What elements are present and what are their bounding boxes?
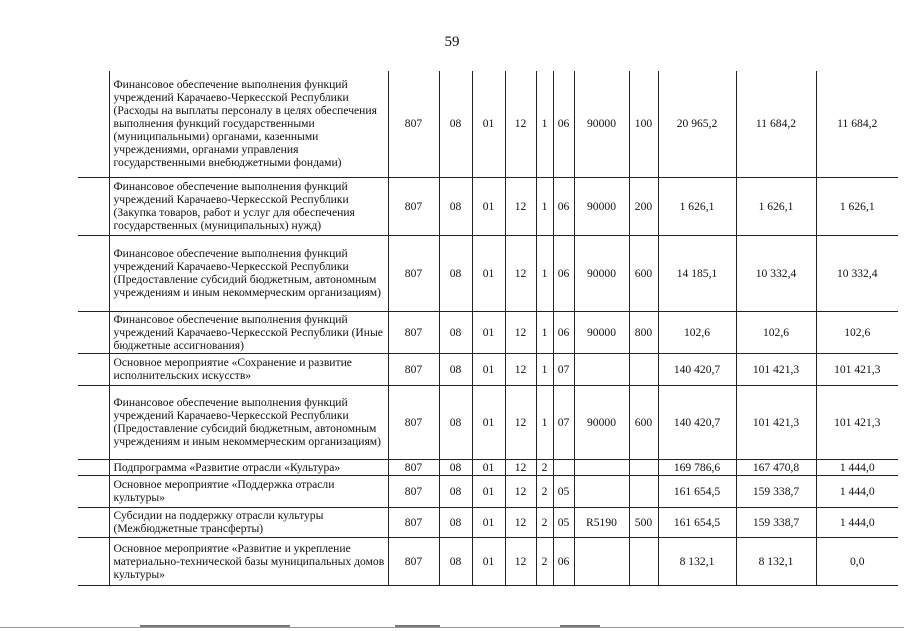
section-code-cell: 08 [439,385,472,459]
table-row [78,235,898,311]
amount-year-3-cell: 102,6 [816,311,898,353]
program-code-cell: 12 [505,385,536,459]
section-code-cell: 08 [439,71,472,177]
amount-year-1-cell: 1 626,1 [658,177,736,235]
expense-type-code-cell [629,537,658,585]
row-number-cell [78,537,109,585]
subsection-code-cell: 01 [472,507,505,537]
table-row [78,177,898,235]
direction-code-cell [574,475,629,507]
expense-type-code-cell: 200 [629,177,658,235]
row-number-cell [78,459,109,475]
item-name-cell: Основное мероприятие «Сохранение и развитие исполнительских искусств» [109,353,388,385]
amount-year-2-cell: 1 626,1 [736,177,816,235]
subprogram-code-cell: 2 [536,507,553,537]
event-code-cell: 06 [553,235,574,311]
ministry-code-cell: 807 [388,537,439,585]
direction-code-cell: 90000 [574,311,629,353]
item-name-cell: Финансовое обеспечение выполнения функций учреждений Карачаево-Черкесской Республики (Закупка товаров, работ и услуг для обеспечения государственных (муниципальных) нужд) [109,177,388,235]
subprogram-code-cell: 1 [536,353,553,385]
amount-year-1-cell: 20 965,2 [658,71,736,177]
direction-code-cell [574,353,629,385]
program-code-cell: 12 [505,507,536,537]
subsection-code-cell: 01 [472,385,505,459]
ministry-code-cell: 807 [388,475,439,507]
amount-year-1-cell: 8 132,1 [658,537,736,585]
scan-edge-mark [560,625,600,627]
item-name-cell: Субсидии на поддержку отрасли культуры (Межбюджетные трансферты) [109,507,388,537]
subprogram-code-cell: 2 [536,475,553,507]
ministry-code-cell: 807 [388,353,439,385]
amount-year-2-cell: 101 421,3 [736,385,816,459]
section-code-cell: 08 [439,475,472,507]
amount-year-2-cell: 159 338,7 [736,475,816,507]
subprogram-code-cell: 1 [536,235,553,311]
amount-year-3-cell: 1 444,0 [816,475,898,507]
table-row [78,311,898,353]
program-code-cell: 12 [505,311,536,353]
direction-code-cell: 90000 [574,235,629,311]
subprogram-code-cell: 1 [536,385,553,459]
subsection-code-cell: 01 [472,177,505,235]
expense-type-code-cell: 600 [629,235,658,311]
subsection-code-cell: 01 [472,311,505,353]
section-code-cell: 08 [439,537,472,585]
row-number-cell [78,475,109,507]
program-code-cell: 12 [505,537,536,585]
event-code-cell: 06 [553,311,574,353]
ministry-code-cell: 807 [388,311,439,353]
program-code-cell: 12 [505,459,536,475]
scan-edge-line [0,627,904,628]
event-code-cell: 07 [553,353,574,385]
amount-year-2-cell: 11 684,2 [736,71,816,177]
ministry-code-cell: 807 [388,235,439,311]
event-code-cell [553,459,574,475]
subsection-code-cell: 01 [472,475,505,507]
ministry-code-cell: 807 [388,459,439,475]
direction-code-cell [574,459,629,475]
item-name-cell: Основное мероприятие «Развитие и укрепление материально-технической базы муниципальных домов культуры» [109,537,388,585]
table-row [78,537,898,585]
row-number-cell [78,353,109,385]
row-number-cell [78,235,109,311]
expense-type-code-cell [629,475,658,507]
subsection-code-cell: 01 [472,459,505,475]
amount-year-1-cell: 161 654,5 [658,475,736,507]
row-number-cell [78,311,109,353]
event-code-cell: 05 [553,507,574,537]
amount-year-2-cell: 167 470,8 [736,459,816,475]
row-number-cell [78,177,109,235]
event-code-cell: 06 [553,537,574,585]
page-number: 59 [444,34,460,50]
amount-year-3-cell: 11 684,2 [816,71,898,177]
expense-type-code-cell: 800 [629,311,658,353]
table-row [78,71,898,177]
expense-type-code-cell: 100 [629,71,658,177]
event-code-cell: 07 [553,385,574,459]
program-code-cell: 12 [505,353,536,385]
subprogram-code-cell: 1 [536,311,553,353]
section-code-cell: 08 [439,177,472,235]
amount-year-2-cell: 102,6 [736,311,816,353]
amount-year-3-cell: 1 444,0 [816,459,898,475]
budget-table [78,71,898,586]
item-name-cell: Подпрограмма «Развитие отрасли «Культура» [109,459,388,475]
direction-code-cell: 90000 [574,385,629,459]
subsection-code-cell: 01 [472,235,505,311]
section-code-cell: 08 [439,459,472,475]
amount-year-3-cell: 101 421,3 [816,385,898,459]
scan-edge-mark [140,625,290,627]
table-row [78,459,898,475]
amount-year-3-cell: 10 332,4 [816,235,898,311]
amount-year-3-cell: 101 421,3 [816,353,898,385]
amount-year-1-cell: 14 185,1 [658,235,736,311]
amount-year-3-cell: 0,0 [816,537,898,585]
row-number-cell [78,71,109,177]
amount-year-1-cell: 161 654,5 [658,507,736,537]
program-code-cell: 12 [505,177,536,235]
subsection-code-cell: 01 [472,71,505,177]
program-code-cell: 12 [505,235,536,311]
subprogram-code-cell: 2 [536,459,553,475]
amount-year-3-cell: 1 444,0 [816,507,898,537]
expense-type-code-cell: 600 [629,385,658,459]
ministry-code-cell: 807 [388,71,439,177]
amount-year-1-cell: 140 420,7 [658,353,736,385]
row-number-cell [78,507,109,537]
ministry-code-cell: 807 [388,177,439,235]
event-code-cell: 06 [553,177,574,235]
section-code-cell: 08 [439,311,472,353]
amount-year-2-cell: 8 132,1 [736,537,816,585]
item-name-cell: Финансовое обеспечение выполнения функций учреждений Карачаево-Черкесской Республики (Иные бюджетные ассигнования) [109,311,388,353]
direction-code-cell [574,537,629,585]
amount-year-2-cell: 159 338,7 [736,507,816,537]
amount-year-3-cell: 1 626,1 [816,177,898,235]
event-code-cell: 06 [553,71,574,177]
subprogram-code-cell: 2 [536,537,553,585]
event-code-cell: 05 [553,475,574,507]
section-code-cell: 08 [439,353,472,385]
amount-year-1-cell: 169 786,6 [658,459,736,475]
scan-edge-mark [395,625,440,627]
direction-code-cell: 90000 [574,177,629,235]
amount-year-1-cell: 102,6 [658,311,736,353]
direction-code-cell: 90000 [574,71,629,177]
item-name-cell: Финансовое обеспечение выполнения функций учреждений Карачаево-Черкесской Республики (Предоставление субсидий бюджетным, автономным учреждениям и иным некоммерческим организациям) [109,385,388,459]
item-name-cell: Основное мероприятие «Поддержка отрасли культуры» [109,475,388,507]
subsection-code-cell: 01 [472,537,505,585]
ministry-code-cell: 807 [388,385,439,459]
table-row [78,475,898,507]
ministry-code-cell: 807 [388,507,439,537]
item-name-cell: Финансовое обеспечение выполнения функций учреждений Карачаево-Черкесской Республики (Расходы на выплаты персоналу в целях обеспечения выполнения функций государственными (муниципальными) органами, казенными учреждениями, органами управления государственными внебюджетными фондами) [109,71,388,177]
program-code-cell: 12 [505,71,536,177]
expense-type-code-cell: 500 [629,507,658,537]
amount-year-2-cell: 101 421,3 [736,353,816,385]
section-code-cell: 08 [439,507,472,537]
direction-code-cell: R5190 [574,507,629,537]
expense-type-code-cell [629,353,658,385]
table-row [78,385,898,459]
table-row [78,507,898,537]
expense-type-code-cell [629,459,658,475]
subprogram-code-cell: 1 [536,71,553,177]
subprogram-code-cell: 1 [536,177,553,235]
item-name-cell: Финансовое обеспечение выполнения функций учреждений Карачаево-Черкесской Республики (Предоставление субсидий бюджетным, автономным учреждениям и иным некоммерческим организациям) [109,235,388,311]
amount-year-2-cell: 10 332,4 [736,235,816,311]
table-row [78,353,898,385]
program-code-cell: 12 [505,475,536,507]
row-number-cell [78,385,109,459]
amount-year-1-cell: 140 420,7 [658,385,736,459]
section-code-cell: 08 [439,235,472,311]
subsection-code-cell: 01 [472,353,505,385]
